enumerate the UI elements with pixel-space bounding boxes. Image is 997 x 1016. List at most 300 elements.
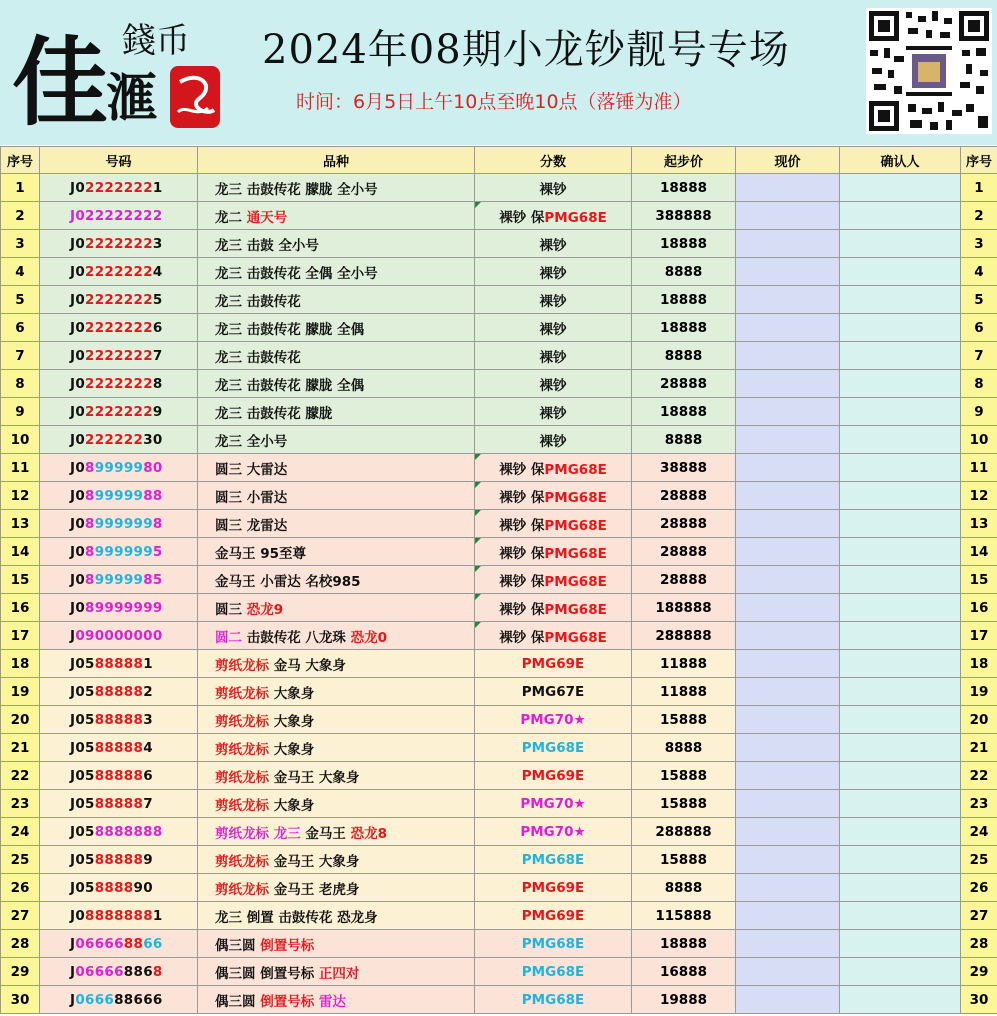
current-price-cell[interactable] [736, 202, 840, 230]
row-index-right: 15 [961, 566, 997, 594]
row-index-right: 25 [961, 846, 997, 874]
confirmer-cell[interactable] [840, 538, 961, 566]
text-segment: PMG68E [544, 629, 607, 646]
col-header-number: 号码 [40, 147, 198, 174]
start-price: 288888 [632, 622, 736, 650]
text-segment: 剪纸龙标 [215, 769, 274, 786]
current-price-cell[interactable] [736, 846, 840, 874]
text-segment: J0 [70, 543, 86, 560]
text-segment: PMG68E [521, 851, 585, 868]
confirmer-cell[interactable] [840, 594, 961, 622]
table-row [1, 566, 997, 594]
text-segment: 裸钞 保 [499, 517, 545, 534]
row-index: 1 [1, 174, 40, 202]
text-segment: 裸钞 保 [499, 629, 545, 646]
table-row [1, 650, 997, 678]
current-price-cell[interactable] [736, 538, 840, 566]
row-index-right: 30 [961, 986, 997, 1014]
text-segment: 8 [85, 459, 95, 476]
text-segment: 恐龙8 [350, 825, 388, 842]
current-price-cell[interactable] [736, 650, 840, 678]
text-segment: PMG70★ [520, 795, 586, 812]
confirmer-cell[interactable] [840, 230, 961, 258]
confirmer-cell[interactable] [840, 566, 961, 594]
row-index-right: 29 [961, 958, 997, 986]
confirmer-cell[interactable] [840, 426, 961, 454]
text-segment: 龙三 击鼓传花 [215, 293, 301, 310]
row-index: 14 [1, 538, 40, 566]
page-header [0, 0, 997, 145]
text-segment: 偶三圆 倒置号标 [215, 965, 319, 982]
table-header-row [1, 147, 997, 174]
table-row [1, 958, 997, 986]
text-segment: 圆二 [215, 629, 242, 646]
text-segment: 金马王 老虎身 [273, 881, 360, 898]
text-segment: 0666 [75, 991, 115, 1008]
text-segment: 66 [143, 935, 163, 952]
confirmer-cell[interactable] [840, 930, 961, 958]
current-price-cell[interactable] [736, 734, 840, 762]
start-price: 28888 [632, 566, 736, 594]
current-price-cell[interactable] [736, 454, 840, 482]
confirmer-cell[interactable] [840, 622, 961, 650]
start-price: 19888 [632, 986, 736, 1014]
start-price: 15888 [632, 846, 736, 874]
text-segment: 7 [152, 347, 163, 364]
serial-number [40, 650, 198, 678]
row-index: 11 [1, 454, 40, 482]
variety [198, 510, 475, 538]
text-segment: 88 [143, 487, 163, 504]
text-segment: 龙三 [273, 825, 306, 842]
start-price: 15888 [632, 762, 736, 790]
text-segment: 8 [85, 487, 95, 504]
text-segment: J0 [70, 291, 86, 308]
text-segment: 88 [123, 963, 144, 980]
text-segment: 06666 [75, 935, 124, 952]
text-segment: 通天号 [246, 209, 288, 226]
grade [475, 734, 632, 762]
table-row [1, 258, 997, 286]
table-row [1, 734, 997, 762]
grade [475, 398, 632, 426]
text-segment: J05 [70, 739, 95, 756]
text-segment: 1 [152, 179, 163, 196]
confirmer-cell[interactable] [840, 314, 961, 342]
confirmer-cell[interactable] [840, 818, 961, 846]
current-price-cell[interactable] [736, 622, 840, 650]
text-segment: 06666 [75, 963, 124, 980]
serial-number [40, 874, 198, 902]
text-segment: 7 [143, 795, 153, 812]
start-price: 16888 [632, 958, 736, 986]
confirmer-cell[interactable] [840, 902, 961, 930]
serial-number [40, 986, 198, 1014]
row-index: 7 [1, 342, 40, 370]
current-price-cell[interactable] [736, 566, 840, 594]
variety [198, 342, 475, 370]
grade [475, 650, 632, 678]
text-segment: 圆三 小雷达 [215, 489, 288, 506]
text-segment: 龙三 击鼓传花 [215, 349, 301, 366]
variety [198, 734, 475, 762]
text-segment: 金马王 大象身 [273, 769, 360, 786]
start-price: 38888 [632, 454, 736, 482]
table-row [1, 818, 997, 846]
text-segment: 88888 [94, 655, 144, 672]
table-row [1, 538, 997, 566]
text-segment: PMG68E [544, 601, 607, 618]
text-segment: 8 [143, 907, 153, 924]
confirmer-cell[interactable] [840, 202, 961, 230]
serial-number [40, 538, 198, 566]
current-price-cell[interactable] [736, 258, 840, 286]
text-segment: 2222222 [85, 179, 153, 196]
start-price: 28888 [632, 370, 736, 398]
serial-number [40, 342, 198, 370]
text-segment: J05 [70, 879, 95, 896]
text-segment: 9 [143, 851, 153, 868]
confirmer-cell[interactable] [840, 454, 961, 482]
text-segment: PMG68E [521, 739, 585, 756]
confirmer-cell[interactable] [840, 258, 961, 286]
serial-number [40, 230, 198, 258]
row-index: 10 [1, 426, 40, 454]
text-segment: 90 [133, 879, 153, 896]
text-segment: 恐龙9 [246, 601, 284, 618]
start-price: 388888 [632, 202, 736, 230]
start-price: 8888 [632, 734, 736, 762]
row-index-right: 10 [961, 426, 997, 454]
text-segment: 金马 大象身 [273, 657, 346, 674]
current-price-cell[interactable] [736, 482, 840, 510]
text-segment: 裸钞 [539, 181, 567, 198]
table-row [1, 370, 997, 398]
table-row [1, 510, 997, 538]
table-row [1, 706, 997, 734]
row-index-right: 1 [961, 174, 997, 202]
table-row [1, 902, 997, 930]
row-index-right: 17 [961, 622, 997, 650]
text-segment: PMG69E [521, 767, 585, 784]
current-price-cell[interactable] [736, 930, 840, 958]
row-index: 30 [1, 986, 40, 1014]
text-segment: 剪纸龙标 [215, 741, 274, 758]
current-price-cell[interactable] [736, 174, 840, 202]
serial-number [40, 426, 198, 454]
current-price-cell[interactable] [736, 958, 840, 986]
start-price: 15888 [632, 790, 736, 818]
current-price-cell[interactable] [736, 902, 840, 930]
current-price-cell[interactable] [736, 230, 840, 258]
current-price-cell[interactable] [736, 678, 840, 706]
confirmer-cell[interactable] [840, 650, 961, 678]
row-index-right: 9 [961, 398, 997, 426]
grade [475, 622, 632, 650]
text-segment: J0 [70, 599, 86, 616]
text-segment: 5 [152, 543, 163, 560]
text-segment: J0 [70, 375, 86, 392]
col-header-grade: 分数 [475, 147, 632, 174]
table-row [1, 930, 997, 958]
text-segment: 2222222 [85, 291, 153, 308]
text-segment: 99999 [94, 459, 144, 476]
text-segment: 剪纸龙标 [215, 853, 274, 870]
confirmer-cell[interactable] [840, 174, 961, 202]
start-price: 11888 [632, 650, 736, 678]
text-segment: 击鼓传花 八龙珠 [242, 629, 351, 646]
confirmer-cell[interactable] [840, 958, 961, 986]
text-segment: 888888 [85, 907, 144, 924]
text-segment: 9 [152, 403, 163, 420]
current-price-cell[interactable] [736, 594, 840, 622]
text-segment: 龙三 击鼓传花 全偶 全小号 [215, 265, 378, 282]
confirmer-cell[interactable] [840, 706, 961, 734]
confirmer-cell[interactable] [840, 286, 961, 314]
text-segment: J [70, 627, 76, 644]
text-segment: PMG68E [544, 209, 607, 226]
text-segment: PMG68E [521, 991, 585, 1008]
text-segment: 剪纸龙标 [215, 657, 274, 674]
text-segment: 剪纸龙标 [215, 797, 274, 814]
text-segment: 2222222 [85, 319, 153, 336]
grade [475, 818, 632, 846]
text-segment: 1 [152, 907, 163, 924]
text-segment: 裸钞 [539, 349, 567, 366]
start-price: 11888 [632, 678, 736, 706]
text-segment: 裸钞 保 [499, 209, 545, 226]
text-segment: J05 [70, 851, 95, 868]
text-segment: 2222222 [85, 235, 153, 252]
start-price: 15888 [632, 706, 736, 734]
text-segment: 龙三 击鼓传花 朦胧 全偶 [215, 321, 365, 338]
text-segment: 裸钞 保 [499, 489, 545, 506]
grade [475, 902, 632, 930]
current-price-cell[interactable] [736, 510, 840, 538]
serial-number [40, 566, 198, 594]
text-segment: 偶三圆 [215, 937, 261, 954]
text-segment: 2222222 [85, 347, 153, 364]
grade [475, 958, 632, 986]
text-segment: 金马王 大象身 [273, 853, 360, 870]
confirmer-cell[interactable] [840, 874, 961, 902]
current-price-cell[interactable] [736, 706, 840, 734]
row-index: 22 [1, 762, 40, 790]
serial-number [40, 622, 198, 650]
row-index-right: 3 [961, 230, 997, 258]
confirmer-cell[interactable] [840, 342, 961, 370]
text-segment: 龙二 [215, 209, 247, 226]
grade [475, 986, 632, 1014]
current-price-cell[interactable] [736, 874, 840, 902]
serial-number [40, 454, 198, 482]
text-segment: 999999 [94, 515, 153, 532]
row-index: 21 [1, 734, 40, 762]
row-index-right: 21 [961, 734, 997, 762]
text-segment: 999999 [94, 543, 153, 560]
grade [475, 538, 632, 566]
confirmer-cell[interactable] [840, 734, 961, 762]
grade [475, 482, 632, 510]
row-index: 18 [1, 650, 40, 678]
col-header-confirmer: 确认人 [840, 147, 961, 174]
svg-text:佳: 佳 [12, 26, 108, 136]
text-segment: J0 [70, 515, 86, 532]
text-segment: 8 [152, 515, 163, 532]
row-index-right: 27 [961, 902, 997, 930]
confirmer-cell[interactable] [840, 482, 961, 510]
text-segment: 裸钞 [539, 433, 567, 450]
serial-number [40, 202, 198, 230]
text-segment: 88888 [94, 795, 144, 812]
table-row [1, 482, 997, 510]
variety [198, 370, 475, 398]
current-price-cell[interactable] [736, 790, 840, 818]
serial-number [40, 706, 198, 734]
text-segment: 金马王 95至尊 [215, 545, 306, 562]
table-row [1, 286, 997, 314]
col-header-variety: 品种 [198, 147, 475, 174]
variety [198, 958, 475, 986]
text-segment: 圆三 龙雷达 [215, 517, 288, 534]
current-price-cell[interactable] [736, 762, 840, 790]
grade [475, 566, 632, 594]
start-price: 8888 [632, 874, 736, 902]
grade [475, 594, 632, 622]
brand-logo [10, 8, 225, 136]
confirmer-cell[interactable] [840, 510, 961, 538]
text-segment: PMG68E [544, 489, 607, 506]
grade [475, 342, 632, 370]
text-segment: 2 [143, 683, 153, 700]
start-price: 28888 [632, 510, 736, 538]
confirmer-cell[interactable] [840, 986, 961, 1014]
variety [198, 398, 475, 426]
variety [198, 314, 475, 342]
svg-text:錢币: 錢币 [122, 21, 190, 61]
variety [198, 286, 475, 314]
text-segment: 圆三 大雷达 [215, 461, 288, 478]
text-segment: 大象身 [273, 685, 315, 702]
serial-number [40, 482, 198, 510]
text-segment: 6 [152, 319, 163, 336]
row-index-right: 7 [961, 342, 997, 370]
variety [198, 874, 475, 902]
current-price-cell[interactable] [736, 426, 840, 454]
current-price-cell[interactable] [736, 398, 840, 426]
confirmer-cell[interactable] [840, 398, 961, 426]
grade [475, 370, 632, 398]
row-index-right: 5 [961, 286, 997, 314]
text-segment: 剪纸龙标 [215, 685, 274, 702]
row-index-right: 24 [961, 818, 997, 846]
text-segment: 8 [152, 963, 163, 980]
grade [475, 846, 632, 874]
current-price-cell[interactable] [736, 314, 840, 342]
grade [475, 510, 632, 538]
confirmer-cell[interactable] [840, 678, 961, 706]
serial-number [40, 370, 198, 398]
text-segment: 2222222 [85, 403, 153, 420]
text-segment: J [70, 935, 76, 952]
text-segment: 2222222 [85, 263, 153, 280]
text-segment: 大象身 [273, 797, 315, 814]
confirmer-cell[interactable] [840, 370, 961, 398]
text-segment: PMG70★ [520, 711, 586, 728]
table-row [1, 174, 997, 202]
text-segment: 99999 [94, 487, 144, 504]
confirmer-cell[interactable] [840, 790, 961, 818]
text-segment: J0 [70, 431, 86, 448]
current-price-cell[interactable] [736, 342, 840, 370]
table-row [1, 790, 997, 818]
text-segment: 大象身 [273, 741, 315, 758]
row-index: 19 [1, 678, 40, 706]
row-index-right: 14 [961, 538, 997, 566]
variety [198, 650, 475, 678]
row-index: 29 [1, 958, 40, 986]
grade [475, 426, 632, 454]
text-segment: 88888 [94, 683, 144, 700]
text-segment: J0 [70, 179, 86, 196]
confirmer-cell[interactable] [840, 762, 961, 790]
svg-text:滙: 滙 [106, 68, 159, 129]
variety [198, 482, 475, 510]
text-segment: J05 [70, 655, 95, 672]
current-price-cell[interactable] [736, 818, 840, 846]
row-index: 20 [1, 706, 40, 734]
text-segment: 99999 [94, 571, 144, 588]
text-segment: 恐龙0 [350, 629, 388, 646]
text-segment: 80 [143, 459, 163, 476]
serial-number [40, 258, 198, 286]
current-price-cell[interactable] [736, 986, 840, 1014]
current-price-cell[interactable] [736, 370, 840, 398]
row-index: 15 [1, 566, 40, 594]
grade [475, 174, 632, 202]
text-segment: 090000000 [75, 627, 163, 644]
start-price: 8888 [632, 342, 736, 370]
col-header-index: 序号 [1, 147, 40, 174]
text-segment: 2222222 [85, 375, 153, 392]
text-segment: 裸钞 保 [499, 461, 545, 478]
row-index-right: 26 [961, 874, 997, 902]
row-index: 17 [1, 622, 40, 650]
row-index-right: 20 [961, 706, 997, 734]
row-index-right: 12 [961, 482, 997, 510]
text-segment: 大象身 [273, 713, 315, 730]
text-segment: 龙三 全小号 [215, 433, 288, 450]
row-index: 8 [1, 370, 40, 398]
text-segment: 1 [143, 655, 153, 672]
text-segment: PMG68E [544, 545, 607, 562]
row-index-right: 19 [961, 678, 997, 706]
start-price: 18888 [632, 314, 736, 342]
start-price: 188888 [632, 594, 736, 622]
variety [198, 594, 475, 622]
text-segment: 龙三 击鼓传花 朦胧 全小号 [215, 181, 378, 198]
table-row [1, 454, 997, 482]
row-index-right: 6 [961, 314, 997, 342]
grade [475, 230, 632, 258]
start-price: 18888 [632, 174, 736, 202]
current-price-cell[interactable] [736, 286, 840, 314]
text-segment: J022222222 [70, 207, 163, 224]
confirmer-cell[interactable] [840, 846, 961, 874]
text-segment: PMG70★ [520, 823, 586, 840]
auction-table [0, 146, 997, 1014]
grade [475, 258, 632, 286]
